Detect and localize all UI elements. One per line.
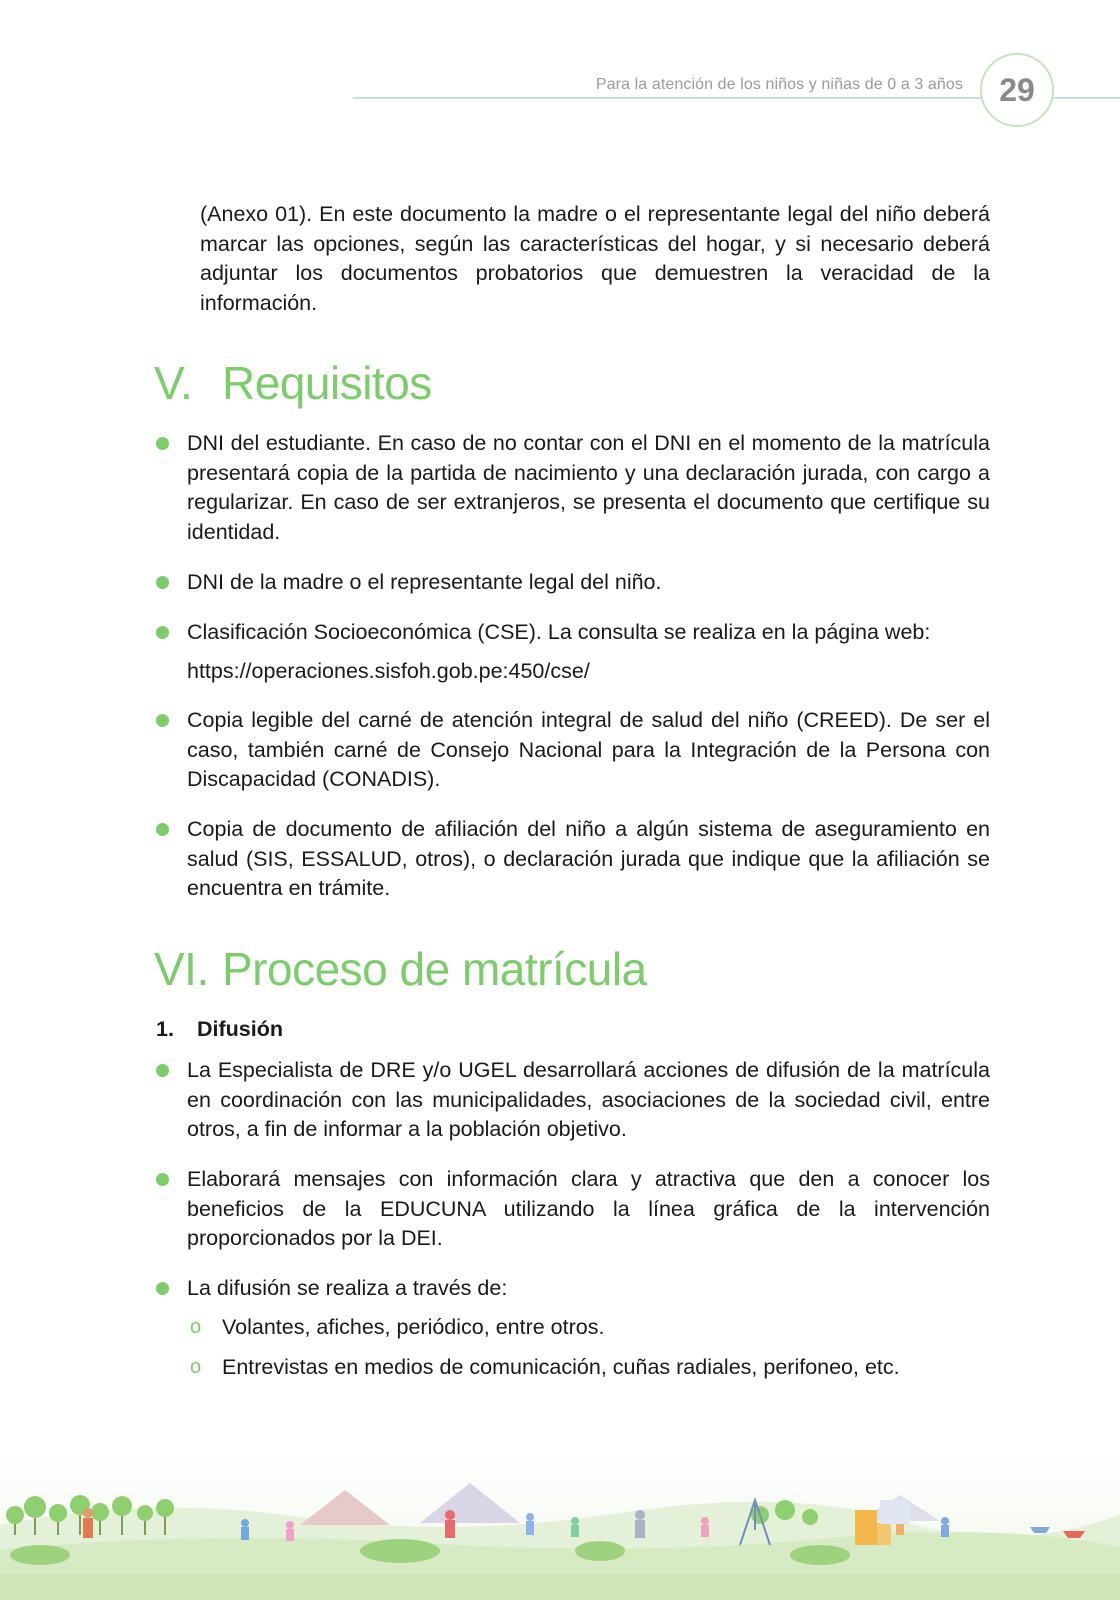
- list-item-text: La Especialista de DRE y/o UGEL desarrollará acciones de difusión de la matrícula en coordinación con las municipalidades, asociaciones de la sociedad civil, entre otros, a fin de informar a la población objetivo.: [187, 1058, 990, 1141]
- bullet-dot-icon: [156, 1064, 169, 1077]
- section-title: Proceso de matrícula: [222, 943, 647, 995]
- intro-paragraph: (Anexo 01). En este documento la madre o el representante legal del niño deberá marcar las opciones, según las características del hogar, y si necesario deberá adjuntar los documentos probatorios que demuestren la veracidad de la información.: [200, 202, 990, 315]
- list-item-text: Copia de documento de afiliación del niño a algún sistema de aseguramiento en salud (SIS, ESSALUD, otros), o declaración jurada que indique que la afiliación se encuentra en trámite.: [187, 817, 990, 900]
- sub-bullet-marker: o: [190, 1356, 202, 1378]
- list-item-text: Copia legible del carné de atención integral de salud del niño (CREED). De ser el caso, también carné de Consejo Nacional para la Integración de la Persona con Discapacidad (CONADIS).: [187, 708, 990, 791]
- section-heading-requisitos: [154, 356, 432, 410]
- sub-list-item: [190, 1353, 900, 1383]
- bullet-dot-icon: [156, 823, 169, 836]
- subsection-title: Difusión: [197, 1017, 283, 1041]
- page-number-badge: [980, 53, 1054, 127]
- bullet-dot-icon: [156, 437, 169, 450]
- section-number: VI.: [154, 943, 209, 995]
- list-item-text: DNI del estudiante. En caso de no contar con el DNI en el momento de la matrícula presentará copia de la partida de nacimiento y una declaración jurada, con cargo a regularizar. En caso de ser extranjeros, se presenta el documento que certifique su identidad.: [187, 431, 990, 544]
- sub-bullet-marker: o: [190, 1316, 202, 1338]
- cse-url: https://operaciones.sisfoh.gob.pe:450/cse/: [187, 659, 590, 683]
- running-title: Para la atención de los niños y niñas de 0 a 3 años: [595, 76, 963, 93]
- section-title: Requisitos: [222, 357, 432, 409]
- list-item: [156, 429, 990, 547]
- list-item: [156, 1274, 990, 1304]
- bullet-dot-icon: [156, 1282, 169, 1295]
- sub-list-item: [190, 1313, 604, 1343]
- bullet-dot-icon: [156, 626, 169, 639]
- list-item: [156, 1056, 990, 1145]
- list-item: [156, 618, 990, 648]
- sub-list-item-text: Volantes, afiches, periódico, entre otros.: [222, 1315, 605, 1339]
- bullet-dot-icon: [156, 1173, 169, 1186]
- list-item: [156, 1165, 990, 1254]
- section-heading-proceso-matricula: [154, 942, 647, 996]
- list-item: [156, 815, 990, 904]
- list-item-text: Elaborará mensajes con información clara y atractiva que den a conocer los beneficios de la EDUCUNA utilizando la línea gráfica de la intervención proporcionados por la DEI.: [187, 1167, 990, 1250]
- bullet-dot-icon: [156, 576, 169, 589]
- page-number: 29: [999, 71, 1035, 108]
- list-item-text: La difusión se realiza a través de:: [187, 1276, 508, 1300]
- section-number: V.: [154, 357, 193, 409]
- list-item-text: Clasificación Socioeconómica (CSE). La consulta se realiza en la página web:: [187, 620, 931, 644]
- footer-landscape-illustration: [0, 1455, 1120, 1600]
- list-item: [156, 568, 990, 598]
- subsection-number: 1.: [156, 1017, 174, 1041]
- list-item: [156, 706, 990, 795]
- bullet-dot-icon: [156, 714, 169, 727]
- subsection-heading: [156, 1017, 283, 1042]
- sub-list-item-text: Entrevistas en medios de comunicación, cuñas radiales, perifoneo, etc.: [222, 1355, 900, 1379]
- list-item-text: DNI de la madre o el representante legal del niño.: [187, 570, 662, 594]
